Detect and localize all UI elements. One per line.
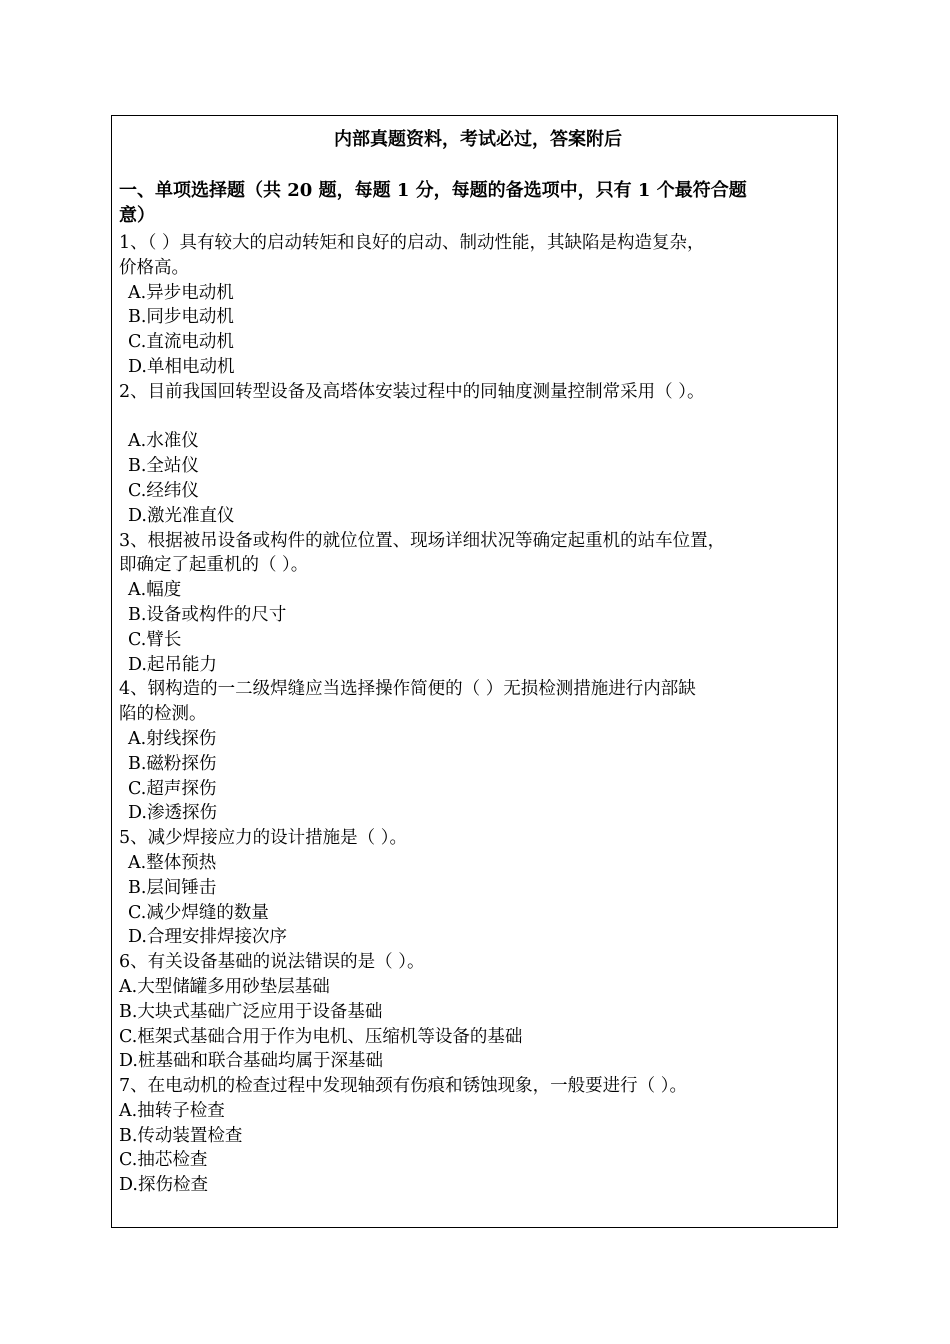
section-heading xyxy=(119,178,835,228)
option-d: D.桩基础和联合基础均属于深基础 xyxy=(119,1051,383,1072)
question-2 xyxy=(119,380,841,529)
question-7 xyxy=(119,1074,841,1198)
option-a: A.整体预热 xyxy=(128,852,217,873)
question-stem-line: 陷的检测。 xyxy=(119,704,207,725)
blank-spacer xyxy=(119,405,841,430)
question-stem-line: 7、在电动机的检查过程中发现轴颈有伤痕和锈蚀现象，一般要进行（ ）。 xyxy=(119,1076,687,1097)
question-6 xyxy=(119,950,841,1074)
option-c: C.框架式基础合用于作为电机、压缩机等设备的基础 xyxy=(119,1026,523,1047)
option-c: C.超声探伤 xyxy=(128,778,217,799)
option-d: D.探伤检查 xyxy=(119,1175,208,1196)
option-d: D.合理安排焊接次序 xyxy=(128,927,287,948)
question-stem-line: 即确定了起重机的（ ）。 xyxy=(119,555,309,576)
question-stem-line: 4、钢构造的一二级焊缝应当选择操作简便的（ ）无损检测措施进行内部缺 xyxy=(119,679,696,700)
section-heading-line: 一、单项选择题（共 20 题，每题 1 分，每题的备选项中，只有 1 个最符合题 xyxy=(119,180,747,201)
page-title: 内部真题资料，考试必过，答案附后 xyxy=(334,129,622,150)
question-stem-line: 6、有关设备基础的说法错误的是（ ）。 xyxy=(119,952,425,973)
option-c: C.减少焊缝的数量 xyxy=(128,902,269,923)
question-4 xyxy=(119,677,841,826)
document-frame xyxy=(111,115,838,1228)
option-b: B.大块式基础广泛应用于设备基础 xyxy=(119,1001,383,1022)
option-c: C.直流电动机 xyxy=(128,332,234,353)
option-d: D.单相电动机 xyxy=(128,356,235,377)
option-b: B.磁粉探伤 xyxy=(128,753,217,774)
section-heading-line: 意） xyxy=(119,205,155,226)
option-c: C.经纬仪 xyxy=(128,480,199,501)
question-stem-line: 3、根据被吊设备或构件的就位位置、现场详细状况等确定起重机的站车位置， xyxy=(119,530,726,551)
question-stem-line: 5、减少焊接应力的设计措施是（ ）。 xyxy=(119,828,407,849)
question-stem-line: 2、目前我国回转型设备及高塔体安装过程中的同轴度测量控制常采用（ ）。 xyxy=(119,381,705,402)
option-b: B.层间锤击 xyxy=(128,877,217,898)
option-c: C.臂长 xyxy=(128,629,182,650)
option-b: B.传动装置检查 xyxy=(119,1125,243,1146)
option-d: D.起吊能力 xyxy=(128,654,217,675)
question-stem-line: 价格高。 xyxy=(119,257,189,278)
option-d: D.渗透探伤 xyxy=(128,803,217,824)
option-b: B.同步电动机 xyxy=(128,307,234,328)
option-b: B.设备或构件的尺寸 xyxy=(128,604,287,625)
question-list xyxy=(119,231,841,1198)
option-a: A.射线探伤 xyxy=(128,728,217,749)
option-b: B.全站仪 xyxy=(128,456,199,477)
question-stem-line: 1、（ ）具有较大的启动转矩和良好的启动、制动性能，其缺陷是构造复杂， xyxy=(119,233,705,253)
option-a: A.抽转子检查 xyxy=(119,1100,225,1121)
question-5 xyxy=(119,826,841,950)
option-a: A.大型储罐多用砂垫层基础 xyxy=(119,976,330,997)
option-a: A.水准仪 xyxy=(128,431,199,452)
question-3 xyxy=(119,529,841,678)
option-a: A.异步电动机 xyxy=(128,282,234,303)
question-1 xyxy=(119,231,841,380)
option-d: D.激光准直仪 xyxy=(128,505,235,526)
option-a: A.幅度 xyxy=(128,580,182,601)
option-c: C.抽芯检查 xyxy=(119,1150,208,1171)
